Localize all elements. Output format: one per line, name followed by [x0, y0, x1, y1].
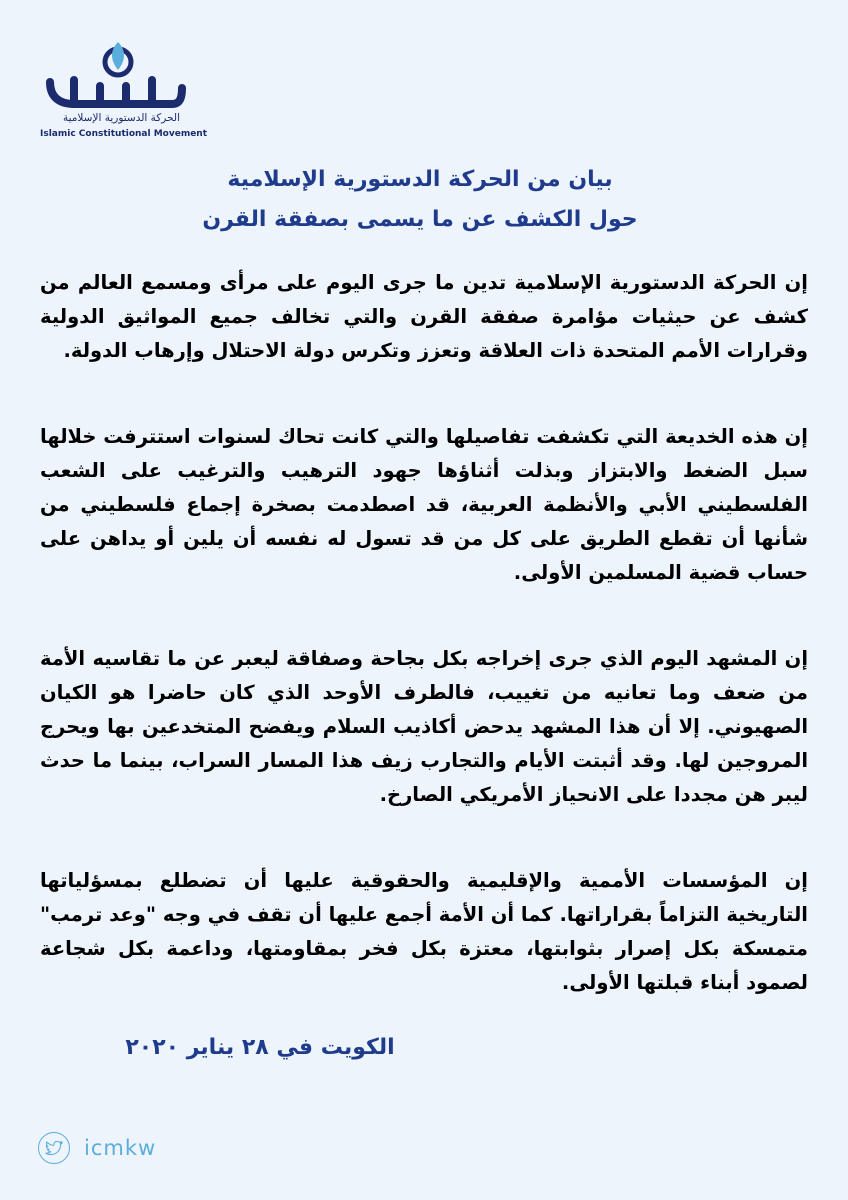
paragraph-3: إن المشهد اليوم الذي جرى إخراجه بكل بجاحة وصفاقة ليعبر عن ما تقاسيه الأمة من ضعف وما تعانيه من تغييب، فالطرف الأوحد الذي كان حاضرا هو الكيان الصهيوني. إلا أن هذا المشهد يدحض أكاذيب السلام ويفضح المتخدعين بها ويحرج المروجين لها. وقد أثبتت الأيام والتجارب زيف هذا المسار السراب، بينما ما حدث ليبر هن مجددا على الانحياز الأمريكي الصارخ. [40, 647, 808, 806]
paragraph-4: إن المؤسسات الأممية والإقليمية والحقوقية عليها أن تضطلع بمسؤلياتها التاريخية التزاماً بقراراتها. كما أن الأمة أجمع عليها أن تقف في وجه "وعد ترمب" متمسكة بكل إصرار بثوابتها، معتزة بكل فخر بمقاومتها، وداعمة بكل شجاعة لصمود أبناء قبلتها الأولى. [40, 869, 808, 994]
logo-mark [44, 40, 186, 110]
heading-line-2: حول الكشف عن ما يسمى بصفقة القرن [202, 207, 638, 232]
logo-subtitle-en: Islamic Constitutional Movement [40, 129, 208, 139]
statement-body [40, 266, 808, 1052]
heading-line-1: بيان من الحركة الدستورية الإسلامية [227, 167, 613, 192]
logo-subtitle-ar: الحركة الدستورية الإسلامية [62, 112, 180, 124]
twitter-handle[interactable]: icmkw [84, 1136, 157, 1160]
twitter-icon[interactable] [38, 1132, 70, 1164]
statement-heading [140, 160, 700, 240]
place-date: الكويت في ٢٨ يناير ٢٠٢٠ [125, 1035, 395, 1060]
paragraph-1: إن الحركة الدستورية الإسلامية تدين ما جرى اليوم على مرأى ومسمع العالم من كشف عن حيثيات مؤامرة صفقة القرن والتي تخالف جميع المواثيق الدولية وقرارات الأمم المتحدة ذات العلاقة وتعزز وتكرس دولة الاحتلال وإرهاب الدولة. [40, 271, 808, 362]
logo-name: حدس [44, 40, 47, 41]
social-footer[interactable] [38, 1130, 156, 1166]
logo [40, 40, 208, 150]
paragraph-2: إن هذه الخديعة التي تكشفت تفاصيلها والتي كانت تحاك لسنوات استترفت خلالها سبل الضغط والابتزاز وبذلت أثناؤها جهود الترهيب والترغيب على الشعب الفلسطيني الأبي والأنظمة العربية، قد اصطدمت بصخرة إجماع فلسطيني من شأنها أن تقطع الطريق على كل من قد تسول له نفسه أن يلين أو يداهن على حساب قضية المسلمين الأولى. [40, 425, 808, 584]
